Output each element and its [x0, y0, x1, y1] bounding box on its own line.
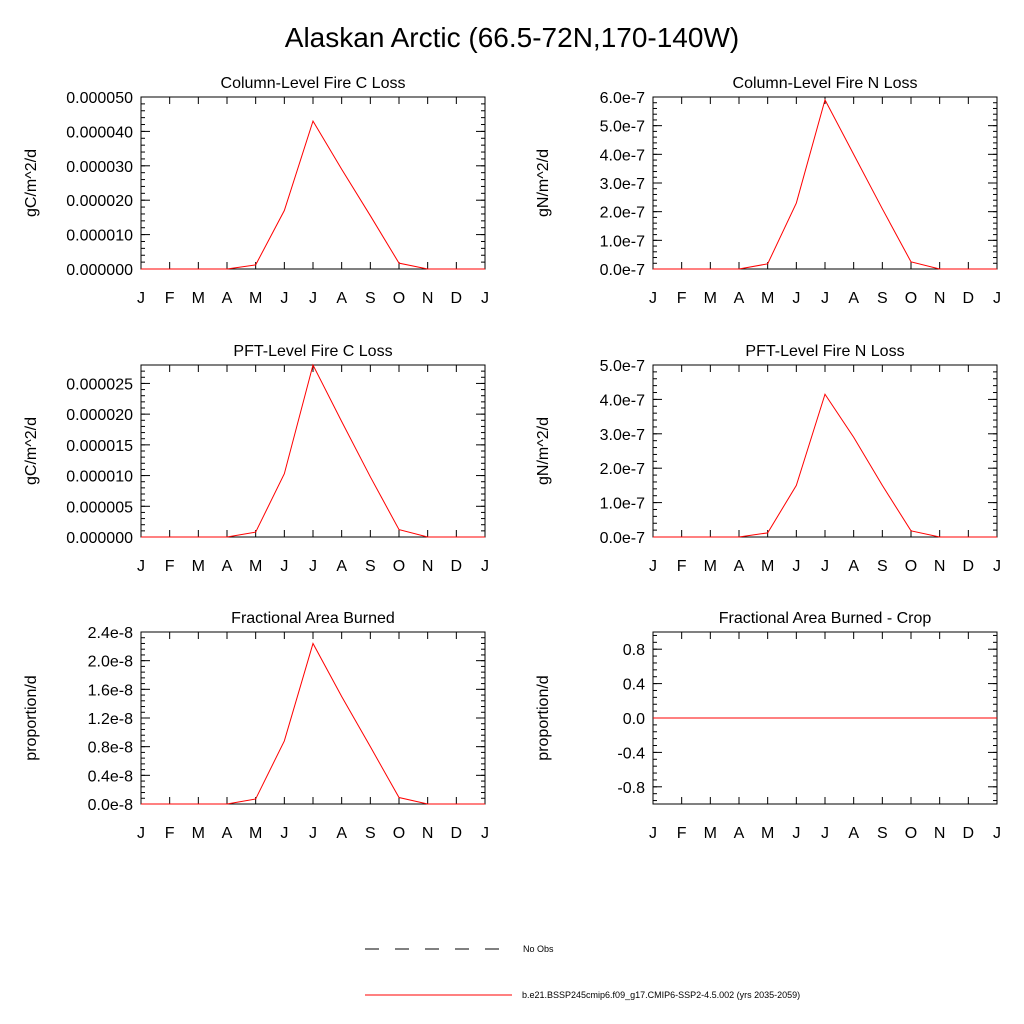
- x-tick-label: M: [703, 825, 717, 842]
- y-axis-label: gC/m^2/d: [23, 417, 40, 485]
- plot-frame: [141, 365, 485, 537]
- x-tick-label: M: [191, 558, 205, 575]
- x-tick-label: F: [676, 558, 687, 575]
- x-tick-label: S: [364, 558, 376, 575]
- x-tick-label: O: [392, 558, 406, 575]
- x-tick-label: J: [137, 558, 145, 575]
- y-tick-label: 5.0e-7: [599, 118, 645, 136]
- y-tick-label: 0.000050: [66, 90, 133, 107]
- series-line-1: [141, 643, 485, 804]
- x-tick-label: J: [993, 558, 1001, 575]
- x-tick-label: J: [280, 558, 289, 575]
- y-tick-label: 0.000010: [66, 468, 133, 486]
- x-tick-label: J: [137, 290, 145, 307]
- x-tick-label: D: [962, 290, 975, 307]
- y-tick-label: 0.000040: [66, 124, 133, 142]
- x-tick-label: M: [703, 558, 717, 575]
- x-tick-label: A: [221, 558, 233, 575]
- x-tick-label: J: [792, 290, 801, 307]
- x-tick-label: S: [876, 290, 888, 307]
- y-axis-label: gC/m^2/d: [23, 149, 40, 217]
- x-tick-label: J: [993, 290, 1001, 307]
- series-line-1: [653, 394, 997, 537]
- x-tick-label: O: [904, 825, 918, 842]
- legend: [365, 944, 800, 1000]
- x-tick-label: M: [703, 290, 717, 307]
- legend-obs-label: No Obs: [523, 944, 554, 954]
- chart-panel-1: [23, 75, 489, 307]
- x-tick-label: M: [249, 825, 263, 842]
- x-tick-label: F: [164, 825, 175, 842]
- x-tick-label: N: [421, 558, 434, 575]
- plot-frame: [653, 365, 997, 537]
- y-tick-label: 5.0e-7: [599, 358, 645, 375]
- y-tick-label: 0.000020: [66, 193, 133, 211]
- x-tick-label: A: [733, 290, 745, 307]
- panel-title: Fractional Area Burned: [231, 610, 395, 627]
- chart-panel-4: [535, 343, 1001, 575]
- x-tick-label: J: [280, 825, 289, 842]
- x-tick-label: D: [962, 558, 975, 575]
- y-tick-label: 0.000015: [66, 437, 133, 455]
- y-tick-label: 0.000020: [66, 407, 133, 425]
- y-tick-label: 0.4: [622, 676, 645, 694]
- y-tick-label: 2.0e-7: [599, 461, 645, 479]
- x-tick-label: S: [364, 290, 376, 307]
- series-line-1: [141, 365, 485, 537]
- y-tick-label: 2.0e-7: [599, 204, 645, 222]
- x-tick-label: J: [137, 825, 145, 842]
- x-tick-label: S: [364, 825, 376, 842]
- legend-model-label: b.e21.BSSP245cmip6.f09_g17.CMIP6-SSP2-4.5.002 (yrs 2035-2059): [522, 990, 801, 1000]
- x-tick-label: A: [733, 558, 745, 575]
- y-tick-label: 0.4e-8: [87, 768, 133, 786]
- x-tick-label: M: [191, 825, 205, 842]
- y-tick-label: 3.0e-7: [599, 176, 645, 193]
- x-tick-label: A: [336, 825, 348, 842]
- panel-title: Column-Level Fire N Loss: [732, 75, 918, 92]
- x-tick-label: O: [392, 825, 406, 842]
- y-tick-label: 4.0e-7: [599, 392, 645, 410]
- series-line-1: [653, 100, 997, 269]
- x-tick-label: J: [309, 558, 317, 575]
- y-tick-label: 0.000000: [66, 530, 133, 547]
- panel-title: Column-Level Fire C Loss: [220, 75, 406, 92]
- plot-frame: [141, 97, 485, 269]
- x-tick-label: D: [450, 558, 463, 575]
- y-tick-label: 0.0: [622, 711, 645, 728]
- chart-panel-6: [535, 610, 1001, 842]
- x-tick-label: D: [450, 290, 463, 307]
- x-tick-label: J: [309, 290, 317, 307]
- x-tick-label: F: [164, 558, 175, 575]
- x-tick-label: J: [821, 825, 829, 842]
- y-axis-label: gN/m^2/d: [535, 417, 552, 485]
- x-tick-label: A: [848, 558, 860, 575]
- y-tick-label: 0.8e-8: [87, 739, 133, 757]
- y-tick-label: 1.0e-7: [599, 233, 645, 251]
- x-tick-label: N: [933, 290, 946, 307]
- x-tick-label: J: [649, 290, 657, 307]
- x-tick-label: S: [876, 558, 888, 575]
- x-tick-label: J: [821, 558, 829, 575]
- chart-panels: [23, 75, 1001, 842]
- x-tick-label: A: [848, 290, 860, 307]
- y-tick-label: 1.0e-7: [599, 495, 645, 513]
- x-tick-label: J: [481, 558, 489, 575]
- x-tick-label: F: [676, 290, 687, 307]
- x-tick-label: A: [221, 290, 233, 307]
- x-tick-label: J: [993, 825, 1001, 842]
- x-tick-label: J: [481, 290, 489, 307]
- x-tick-label: J: [309, 825, 317, 842]
- y-tick-label: 0.000030: [66, 158, 133, 176]
- y-tick-label: 0.8: [622, 642, 645, 660]
- series-line-1: [141, 121, 485, 269]
- y-tick-label: 0.0e-7: [599, 530, 645, 547]
- x-tick-label: N: [933, 558, 946, 575]
- x-tick-label: J: [792, 825, 801, 842]
- x-tick-label: O: [904, 290, 918, 307]
- y-tick-label: 2.4e-8: [87, 625, 133, 642]
- y-axis-label: proportion/d: [23, 675, 40, 761]
- x-tick-label: M: [249, 558, 263, 575]
- x-tick-label: M: [761, 825, 775, 842]
- y-tick-label: -0.8: [617, 779, 645, 797]
- x-tick-label: S: [876, 825, 888, 842]
- chart-panel-5: [23, 610, 489, 842]
- x-tick-label: J: [481, 825, 489, 842]
- panel-title: PFT-Level Fire N Loss: [745, 343, 905, 360]
- x-tick-label: F: [676, 825, 687, 842]
- plot-frame: [653, 97, 997, 269]
- x-tick-label: N: [933, 825, 946, 842]
- y-tick-label: 2.0e-8: [87, 653, 133, 671]
- y-tick-label: 6.0e-7: [599, 90, 645, 107]
- x-tick-label: J: [792, 558, 801, 575]
- x-tick-label: J: [280, 290, 289, 307]
- x-tick-label: A: [221, 825, 233, 842]
- figure-title: Alaskan Arctic (66.5-72N,170-140W): [284, 22, 740, 53]
- y-tick-label: 0.000005: [66, 499, 133, 517]
- y-tick-label: 0.0e-7: [599, 262, 645, 279]
- y-axis-label: proportion/d: [535, 675, 552, 761]
- y-tick-label: -0.4: [617, 745, 645, 763]
- x-tick-label: A: [848, 825, 860, 842]
- x-tick-label: O: [904, 558, 918, 575]
- y-tick-label: 4.0e-7: [599, 147, 645, 165]
- y-tick-label: 1.6e-8: [87, 682, 133, 700]
- y-tick-label: 0.000025: [66, 376, 133, 394]
- y-axis-label: gN/m^2/d: [535, 149, 552, 217]
- x-tick-label: F: [164, 290, 175, 307]
- x-tick-label: A: [336, 558, 348, 575]
- x-tick-label: M: [761, 558, 775, 575]
- x-tick-label: N: [421, 290, 434, 307]
- x-tick-label: N: [421, 825, 434, 842]
- x-tick-label: O: [392, 290, 406, 307]
- y-tick-label: 0.000010: [66, 227, 133, 245]
- plot-frame: [141, 632, 485, 804]
- y-tick-label: 0.000000: [66, 262, 133, 279]
- x-tick-label: M: [249, 290, 263, 307]
- panel-title: Fractional Area Burned - Crop: [718, 610, 932, 627]
- y-tick-label: 0.0e-8: [87, 797, 133, 814]
- x-tick-label: J: [821, 290, 829, 307]
- x-tick-label: J: [649, 558, 657, 575]
- x-tick-label: J: [649, 825, 657, 842]
- x-tick-label: A: [336, 290, 348, 307]
- x-tick-label: M: [191, 290, 205, 307]
- x-tick-label: A: [733, 825, 745, 842]
- y-tick-label: 1.2e-8: [87, 711, 133, 728]
- panel-title: PFT-Level Fire C Loss: [233, 343, 393, 360]
- chart-panel-2: [535, 75, 1001, 307]
- x-tick-label: M: [761, 290, 775, 307]
- chart-panel-3: [23, 343, 489, 575]
- y-tick-label: 3.0e-7: [599, 426, 645, 444]
- x-tick-label: D: [962, 825, 975, 842]
- x-tick-label: D: [450, 825, 463, 842]
